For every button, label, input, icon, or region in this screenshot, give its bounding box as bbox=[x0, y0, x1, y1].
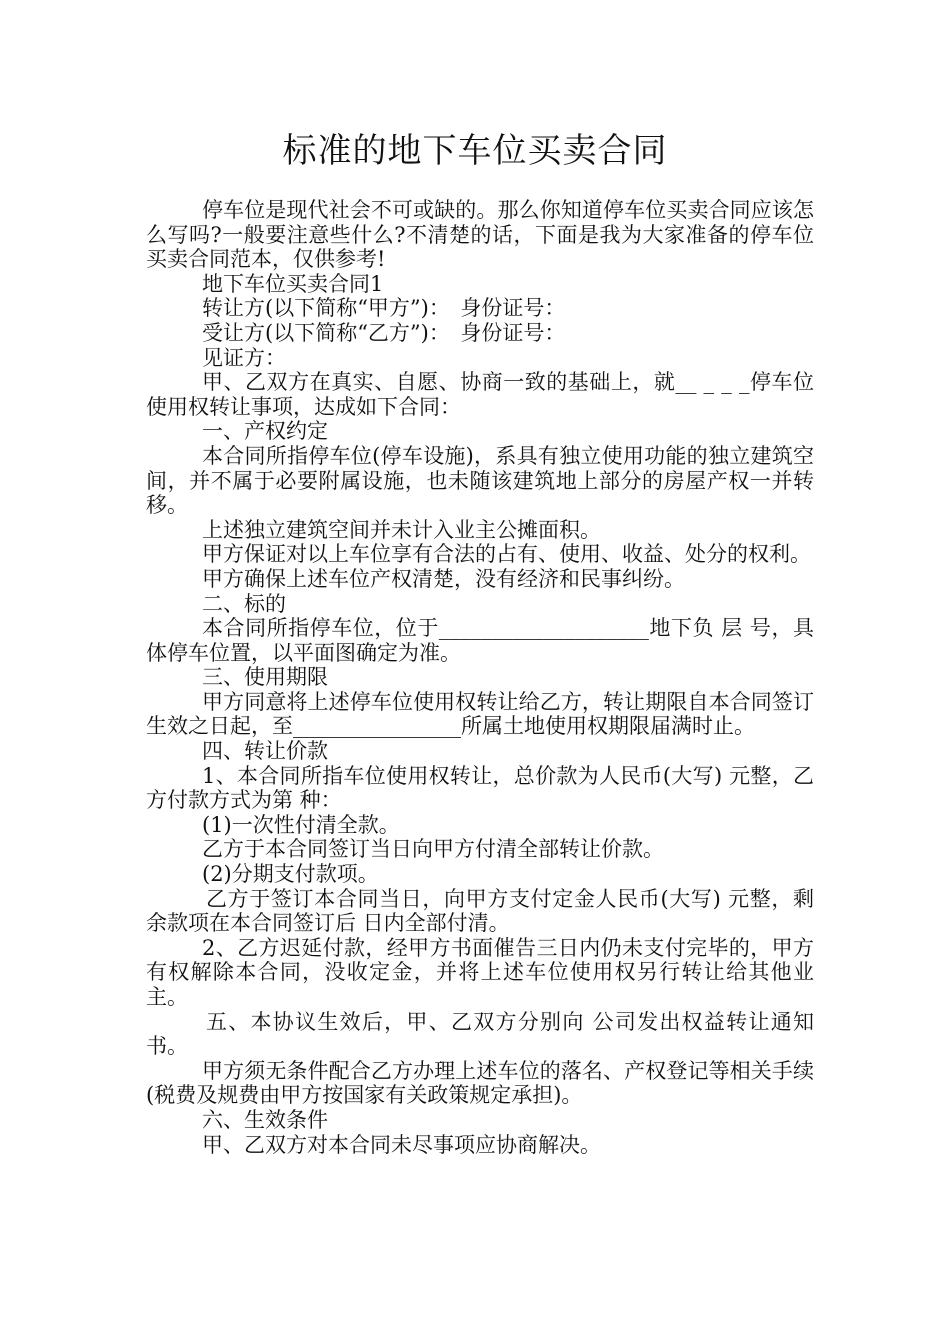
paragraph: 甲方须无条件配合乙方办理上述车位的落名、产权登记等相关手续(税费及规费由甲方按国家有关政策规定承担)。 bbox=[146, 1058, 814, 1108]
paragraph-contract-heading: 地下车位买卖合同1 bbox=[202, 271, 384, 296]
paragraph: 甲方确保上述车位产权清楚，没有经济和民事纠纷。 bbox=[202, 566, 685, 591]
paragraph-preamble: 甲、乙双方在真实、自愿、协商一致的基础上，就__ _ _ _停车位使用权转让事项，达成如下合同： bbox=[146, 370, 814, 419]
section-heading-2: 二、标的 bbox=[202, 591, 286, 616]
paragraph-witness: 见证方： bbox=[202, 345, 286, 370]
paragraph: 甲方保证对以上车位享有合法的占有、使用、收益、处分的权利。 bbox=[202, 542, 811, 567]
paragraph: (2)分期支付款项。 bbox=[202, 862, 379, 887]
paragraph: 1、本合同所指车位使用权转让，总价款为人民币(大写) 元整，乙方付款方式为第 种： bbox=[146, 763, 814, 813]
document-title: 标准的地下车位买卖合同 bbox=[282, 131, 668, 171]
section-heading-5: 五、本协议生效后，甲、乙双方分别向 公司发出权益转让通知书。 bbox=[146, 1009, 814, 1059]
paragraph-intro: 停车位是现代社会不可或缺的。那么你知道停车位买卖合同应该怎么写吗?一般要注意些什么?不清楚的话，下面是我为大家准备的停车位买卖合同范本，仅供参考! bbox=[146, 198, 814, 272]
paragraph: 上述独立建筑空间并未计入业主公摊面积。 bbox=[202, 517, 601, 542]
paragraph: 乙方于本合同签订当日向甲方付清全部转让价款。 bbox=[202, 837, 664, 862]
paragraph: 甲方同意将上述停车位使用权转让给乙方，转让期限自本合同签订生效之日起，至________________所属土地使用权期限届满时止。 bbox=[146, 689, 814, 739]
paragraph-transferee: 受让方(以下简称“乙方”)： 身份证号： bbox=[202, 320, 566, 345]
section-heading-3: 三、使用期限 bbox=[202, 665, 328, 690]
section-heading-4: 四、转让价款 bbox=[202, 739, 328, 764]
paragraph: 乙方于签订本合同当日，向甲方支付定金人民币(大写) 元整，剩余款项在本合同签订后 日内全部付清。 bbox=[146, 886, 814, 936]
section-heading-1: 一、产权约定 bbox=[202, 419, 328, 444]
paragraph: 本合同所指停车位，位于____________________地下负 层 号，具体停车位置，以平面图确定为准。 bbox=[146, 616, 814, 665]
paragraph-transferor: 转让方(以下简称“甲方”)： 身份证号： bbox=[202, 296, 566, 321]
section-heading-6: 六、生效条件 bbox=[202, 1107, 328, 1132]
paragraph: 本合同所指停车位(停车设施)，系具有独立使用功能的独立建筑空间，并不属于必要附属设施，也未随该建筑地上部分的房屋产权一并转移。 bbox=[146, 443, 814, 518]
paragraph: (1)一次性付清全款。 bbox=[202, 812, 400, 837]
paragraph: 2、乙方迟延付款，经甲方书面催告三日内仍未支付完毕的，甲方有权解除本合同，没收定金，并将上述车位使用权另行转让给其他业主。 bbox=[146, 935, 814, 1009]
document-body bbox=[146, 198, 814, 1157]
paragraph: 甲、乙双方对本合同未尽事项应协商解决。 bbox=[202, 1132, 601, 1157]
